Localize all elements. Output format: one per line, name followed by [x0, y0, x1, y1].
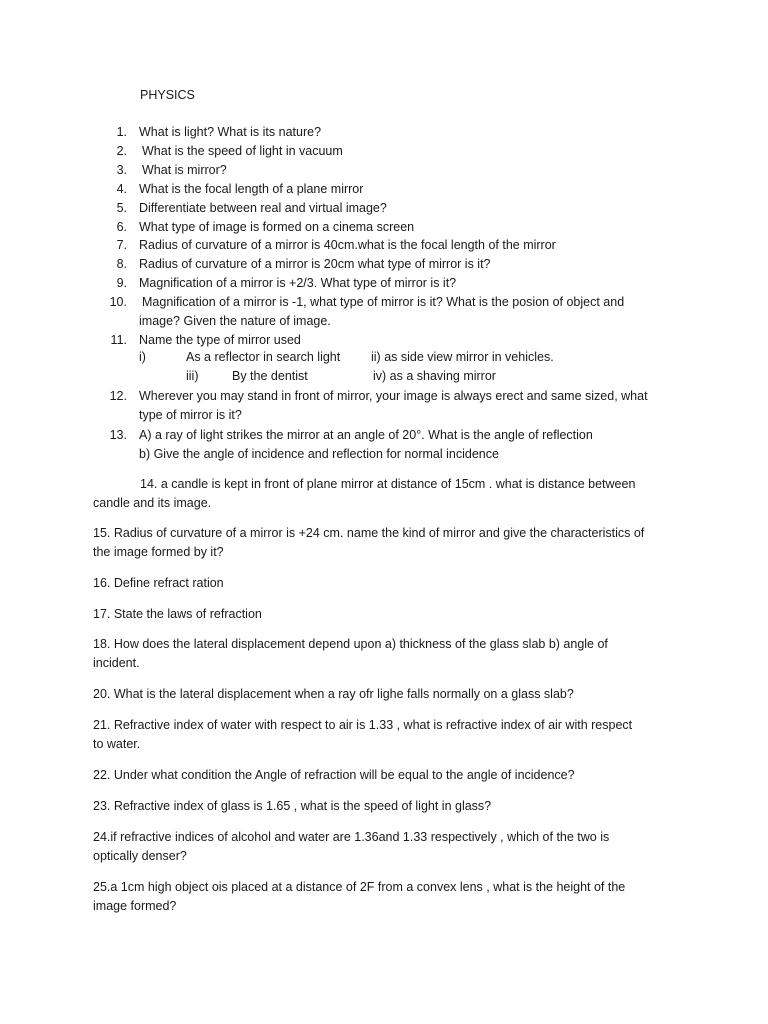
document-title: PHYSICS — [140, 88, 195, 102]
question-20: 20. What is the lateral displacement when a ray ofr lighe falls normally on a glass slab? — [93, 687, 574, 701]
list-item-continuation: b) Give the angle of incidence and reflection for normal incidence — [139, 447, 499, 461]
list-item: 10. Magnification of a mirror is -1, what type of mirror is it? What is the posion of object and — [109, 295, 625, 309]
question-17: 17. State the laws of refraction — [93, 607, 262, 621]
list-item: 7. Radius of curvature of a mirror is 40cm.what is the focal length of the mirror — [116, 238, 556, 252]
question-21: 21. Refractive index of water with respect to air is 1.33 , what is refractive index of air with respect to water. — [93, 718, 633, 751]
question-23: 23. Refractive index of glass is 1.65 , what is the speed of light in glass? — [93, 799, 492, 813]
list-item: 11. Name the type of mirror used — [110, 333, 301, 347]
question-14: 14. a candle is kept in front of plane mirror at distance of 15cm . what is distance between candle and its image. — [93, 477, 636, 510]
question-18: 18. How does the lateral displacement depend upon a) thickness of the glass slab b) angle of incident. — [93, 637, 608, 670]
list-item-continuation: type of mirror is it? — [139, 408, 242, 422]
sub-item-text: By the dentist — [232, 369, 308, 383]
list-item: 13. A) a ray of light strikes the mirror at an angle of 20°. What is the angle of reflection — [109, 428, 593, 442]
list-item: 9. Magnification of a mirror is +2/3. What type of mirror is it? — [116, 276, 457, 290]
list-item: 3. What is mirror? — [116, 163, 227, 177]
sub-item-label: iii) — [186, 369, 199, 383]
list-item: 12. Wherever you may stand in front of mirror, your image is always erect and same sized, what — [109, 389, 648, 403]
sub-item-label: i) — [139, 350, 146, 364]
list-item: 4. What is the focal length of a plane mirror — [116, 182, 364, 196]
question-16: 16. Define refract ration — [93, 576, 224, 590]
list-item: 6. What type of image is formed on a cinema screen — [116, 220, 415, 234]
list-item: 1. What is light? What is its nature? — [116, 125, 322, 139]
question-24: 24.if refractive indices of alcohol and water are 1.36and 1.33 respectively , which of the two is optically denser? — [93, 830, 610, 863]
question-22: 22. Under what condition the Angle of refraction will be equal to the angle of incidence? — [93, 768, 575, 782]
list-item: 8. Radius of curvature of a mirror is 20cm what type of mirror is it? — [116, 257, 491, 271]
list-item: 2. What is the speed of light in vacuum — [116, 144, 343, 158]
question-15: 15. Radius of curvature of a mirror is +24 cm. name the kind of mirror and give the characteristics of the image formed by it? — [93, 526, 645, 559]
question-25: 25.a 1cm high object ois placed at a distance of 2F from a convex lens , what is the height of the image formed? — [93, 880, 626, 913]
sub-item-text: iv) as a shaving mirror — [373, 369, 496, 383]
list-item: 5. Differentiate between real and virtual image? — [116, 201, 387, 215]
list-item-continuation: image? Given the nature of image. — [139, 314, 331, 328]
sub-item-text: ii) as side view mirror in vehicles. — [371, 350, 554, 364]
sub-item-text: As a reflector in search light — [186, 350, 341, 364]
